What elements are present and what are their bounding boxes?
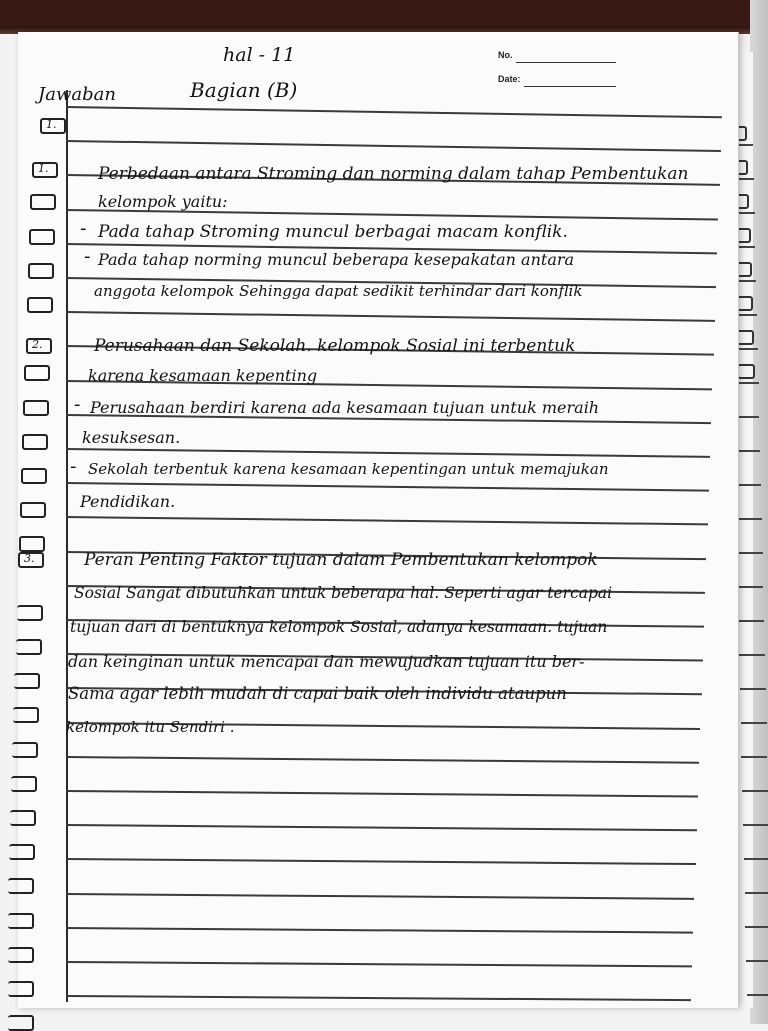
- ruled-line: [737, 586, 763, 588]
- handwritten-line: Pada tahap norming muncul beberapa kesepakatan antara: [98, 250, 575, 269]
- ruled-line: [747, 994, 768, 996]
- ruled-line: [66, 482, 709, 491]
- number-box: [26, 338, 52, 354]
- ruled-line: [743, 824, 768, 826]
- number-box-label: 3.: [24, 552, 35, 565]
- ruled-line: [746, 960, 768, 962]
- answer-label: Jawaban: [38, 84, 116, 105]
- margin-box: [19, 536, 45, 552]
- ruled-line: [744, 858, 768, 860]
- margin-box: [8, 947, 34, 963]
- margin-box: [9, 844, 35, 860]
- notebook-page: [18, 32, 739, 1008]
- handwritten-line: kelompok itu Sendiri .: [66, 718, 235, 736]
- number-box-label: 1.: [38, 162, 49, 175]
- ruled-line: [66, 995, 691, 1001]
- margin-box: [24, 365, 50, 381]
- handwritten-line: anggota kelompok Sehingga dapat sedikit terhindar dari konflik: [94, 282, 583, 300]
- ruled-line: [741, 756, 767, 758]
- ruled-line: [66, 756, 699, 763]
- handwritten-line: Perusahaan berdiri karena ada kesamaan tujuan untuk meraih: [90, 398, 600, 417]
- margin-box: [23, 400, 49, 416]
- ruled-line: [66, 893, 694, 899]
- handwritten-line: Peran Penting Faktor tujuan dalam Pembentukan kelompok: [84, 550, 598, 570]
- no-line: [516, 62, 616, 63]
- margin-box: [14, 673, 40, 689]
- handwritten-line: Perusahaan dan Sekolah. kelompok Sosial ini terbentuk: [94, 336, 576, 356]
- handwritten-line: karena kesamaan kepenting: [88, 366, 318, 385]
- margin-box: [11, 776, 37, 792]
- ruled-line: [66, 311, 715, 321]
- ruled-line: [66, 140, 721, 152]
- ruled-line: [66, 961, 692, 967]
- margin-box: [28, 263, 54, 279]
- ruled-line: [745, 892, 768, 894]
- ruled-line: [66, 106, 722, 118]
- margin-box: [8, 1015, 34, 1031]
- number-box-label: 2.: [32, 338, 43, 351]
- page-number: hal - 11: [223, 44, 296, 66]
- ruled-line: [741, 722, 767, 724]
- handwritten-line: Pada tahap Stroming muncul berbagai macam konflik.: [98, 222, 568, 242]
- margin-line: [66, 90, 68, 1002]
- margin-box: [8, 981, 34, 997]
- number-box-label: 1.: [46, 118, 57, 131]
- margin-box: [22, 434, 48, 450]
- margin-box: [20, 502, 46, 518]
- ruled-line: [66, 516, 708, 525]
- handwritten-line: tujuan dari di bentuknya kelompok Sosial, adanya kesamaan. tujuan: [70, 618, 608, 636]
- margin-box: [737, 364, 755, 379]
- handwritten-line: dan keinginan untuk mencapai dan mewujudkan tujuan itu ber-: [68, 652, 585, 671]
- handwritten-line: Sekolah terbentuk karena kesamaan kepentingan untuk memajukan: [88, 460, 609, 478]
- desk-background: [0, 0, 768, 34]
- ruled-line: [66, 448, 710, 457]
- section-title: Bagian (B): [190, 78, 298, 102]
- ruled-line: [737, 552, 763, 554]
- margin-box: [13, 707, 39, 723]
- ruled-line: [742, 790, 768, 792]
- ruled-line: [739, 654, 765, 656]
- no-label: No.: [498, 50, 513, 60]
- margin-box: [12, 742, 38, 758]
- handwritten-line: kesuksesan.: [82, 428, 181, 447]
- margin-box: [8, 913, 34, 929]
- margin-box: [27, 297, 53, 313]
- margin-box: [16, 639, 42, 655]
- date-line: [524, 86, 616, 87]
- ruled-line: [66, 824, 697, 831]
- handwritten-line: Pendidikan.: [80, 492, 176, 511]
- ruled-line: [66, 858, 696, 865]
- number-box: [40, 118, 66, 134]
- margin-box: [17, 605, 43, 621]
- margin-box: [10, 810, 36, 826]
- handwritten-line: kelompok yaitu:: [98, 192, 228, 211]
- handwritten-line: Sosial Sangat dibutuhkan untuk beberapa hal. Seperti agar tercapai: [74, 584, 613, 602]
- ruled-line: [745, 926, 768, 928]
- number-box: [32, 162, 58, 178]
- margin-box: [21, 468, 47, 484]
- ruled-line: [736, 518, 762, 520]
- ruled-line: [738, 620, 764, 622]
- handwritten-line: Sama agar lebih mudah di capai baik oleh individu ataupun: [68, 684, 567, 703]
- bullet-dash: -: [84, 246, 91, 267]
- ruled-line: [66, 927, 693, 933]
- bullet-dash: -: [80, 218, 87, 239]
- number-box: [18, 552, 44, 568]
- margin-box: [30, 194, 56, 210]
- bullet-dash: -: [70, 456, 77, 477]
- bullet-dash: -: [74, 394, 81, 415]
- margin-box: [29, 229, 55, 245]
- handwritten-line: Perbedaan antara Stroming dan norming dalam tahap Pembentukan: [98, 164, 689, 184]
- ruled-line: [66, 790, 698, 797]
- date-label: Date:: [498, 74, 521, 84]
- margin-box: [8, 878, 34, 894]
- ruled-line: [740, 688, 766, 690]
